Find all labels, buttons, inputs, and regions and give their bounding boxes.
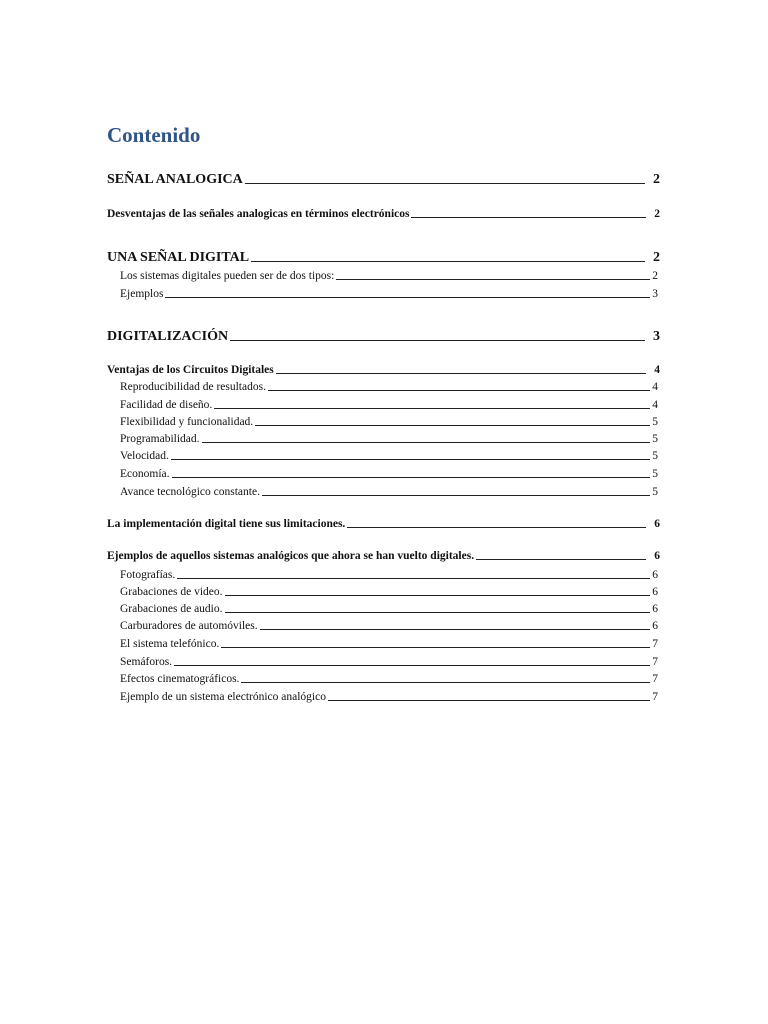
toc-entry-page-number: 6 [652,603,658,615]
toc-entry-label: Carburadores de automóviles. [120,620,258,632]
toc-entry[interactable] [107,364,660,376]
toc-entry-label: Avance tecnológico constante. [120,486,260,498]
toc-entry-page-number: 2 [653,250,660,265]
toc-entry-page-number: 2 [654,208,660,220]
toc-entry-label: El sistema telefónico. [120,638,220,650]
toc-entry-page-number: 6 [652,569,658,581]
toc-entry-label: Fotografías. [120,569,176,581]
toc-entry-page-number: 3 [652,288,658,300]
toc-entry[interactable] [120,399,658,411]
toc-entry[interactable] [107,250,660,266]
toc-entry[interactable] [120,656,658,668]
toc-entry[interactable] [120,673,658,685]
toc-entry[interactable] [120,486,658,498]
toc-entry-page-number: 2 [653,172,660,187]
toc-leader-line [336,279,650,280]
toc-entry-label: Programabilidad. [120,433,200,445]
toc-leader-line [255,425,650,426]
toc-entry-page-number: 4 [652,399,658,411]
toc-entry[interactable] [107,550,660,562]
toc-entry-page-number: 5 [652,433,658,445]
toc-entry[interactable] [120,288,658,300]
toc-leader-line [328,700,650,701]
toc-entry[interactable] [107,518,660,530]
toc-entry-label: Economía. [120,468,170,480]
toc-entry-label: Semáforos. [120,656,173,668]
toc-entry-label: La implementación digital tiene sus limitaciones. [107,518,346,530]
toc-entry[interactable] [120,586,658,598]
toc-entry-label: Facilidad de diseño. [120,399,213,411]
toc-leader-line [268,390,650,391]
toc-entry-page-number: 7 [652,691,658,703]
toc-leader-line [225,612,651,613]
toc-leader-line [241,682,650,683]
toc-entry[interactable] [120,638,658,650]
toc-entry-page-number: 6 [652,586,658,598]
toc-entry-page-number: 7 [652,656,658,668]
toc-entry-page-number: 5 [652,486,658,498]
toc-entry-label: Ejemplo de un sistema electrónico analógico [120,691,326,703]
toc-entry-page-number: 5 [652,416,658,428]
toc-leader-line [165,297,650,298]
toc-entry[interactable] [120,468,658,480]
toc-entry-page-number: 4 [654,364,660,376]
toc-entry-page-number: 6 [654,518,660,530]
toc-entry[interactable] [120,691,658,703]
toc-leader-line [171,459,650,460]
toc-leader-line [245,183,645,184]
toc-entry-label: Reproducibilidad de resultados. [120,381,266,393]
toc-leader-line [202,442,651,443]
toc-leader-line [172,477,651,478]
toc-leader-line [174,665,650,666]
toc-leader-line [230,340,645,341]
toc-entry-label: UNA SEÑAL DIGITAL [107,250,250,265]
toc-entry-page-number: 7 [652,638,658,650]
toc-entry[interactable] [120,416,658,428]
toc-entry-label: Flexibilidad y funcionalidad. [120,416,254,428]
toc-entry-label: Velocidad. [120,450,169,462]
toc-entry-label: Efectos cinematográficos. [120,673,240,685]
toc-entry[interactable] [120,433,658,445]
toc-entry-label: DIGITALIZACIÓN [107,329,229,344]
toc-entry[interactable] [120,450,658,462]
toc-entry-page-number: 2 [652,270,658,282]
toc-entry[interactable] [107,329,660,345]
toc-entry-label: Desventajas de las señales analogicas en términos electrónicos [107,208,410,220]
toc-entry-label: Grabaciones de audio. [120,603,223,615]
toc-entry[interactable] [120,603,658,615]
toc-entry-page-number: 6 [652,620,658,632]
toc-leader-line [221,647,650,648]
toc-entry[interactable] [120,569,658,581]
toc-leader-line [177,578,650,579]
toc-entry-page-number: 5 [652,468,658,480]
toc-entry-page-number: 7 [652,673,658,685]
toc-entry-label: Los sistemas digitales pueden ser de dos tipos: [120,270,335,282]
toc-leader-line [214,408,650,409]
toc-leader-line [225,595,651,596]
toc-entry-label: SEÑAL ANALOGICA [107,172,243,187]
toc-entry-label: Grabaciones de video. [120,586,223,598]
toc-entry-page-number: 6 [654,550,660,562]
toc-leader-line [260,629,651,630]
toc-leader-line [276,373,647,374]
toc-entry-page-number: 5 [652,450,658,462]
toc-entry-page-number: 3 [653,329,660,344]
toc-entry[interactable] [120,270,658,282]
toc-title: Contenido [107,123,201,147]
toc-leader-line [251,261,645,262]
toc-entry[interactable] [120,620,658,632]
toc-entry[interactable] [120,381,658,393]
toc-leader-line [411,217,646,218]
toc-entry[interactable] [107,172,660,188]
toc-entry-label: Ejemplos [120,288,164,300]
toc-entry[interactable] [107,208,660,220]
toc-entry-label: Ejemplos de aquellos sistemas analógicos que ahora se han vuelto digitales. [107,550,475,562]
toc-entry-label: Ventajas de los Circuitos Digitales [107,364,274,376]
toc-leader-line [476,559,646,560]
toc-leader-line [262,495,650,496]
toc-leader-line [347,527,646,528]
toc-entry-page-number: 4 [652,381,658,393]
